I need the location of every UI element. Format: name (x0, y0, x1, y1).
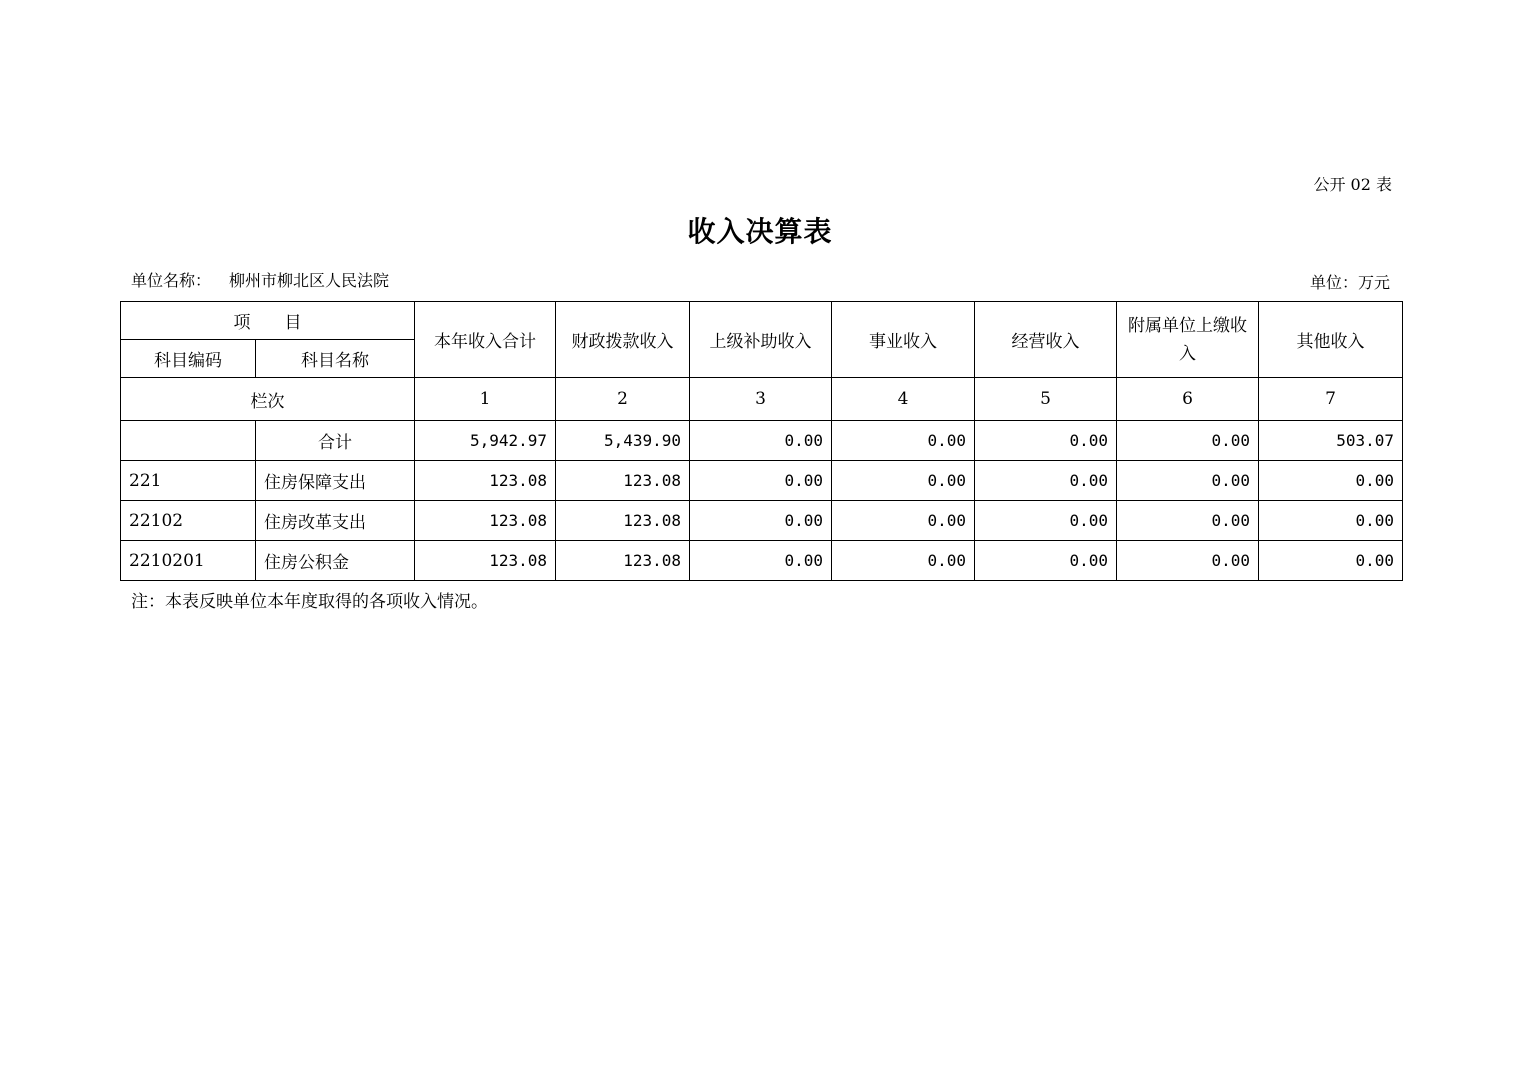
index-cell: 4 (832, 378, 975, 421)
row-value: 0.00 (1259, 541, 1403, 581)
row-value: 0.00 (832, 501, 975, 541)
row-value: 503.07 (1259, 421, 1403, 461)
unit-name-label: 单位名称： (131, 271, 212, 290)
row-value: 0.00 (832, 461, 975, 501)
header-col-2: 财政拨款收入 (556, 302, 690, 378)
row-value: 0.00 (975, 461, 1117, 501)
header-col-1: 本年收入合计 (415, 302, 556, 378)
row-value: 0.00 (1117, 541, 1259, 581)
header-col-5: 经营收入 (975, 302, 1117, 378)
row-value: 0.00 (690, 541, 832, 581)
header-col-4: 事业收入 (832, 302, 975, 378)
currency-unit: 单位：万元 (1309, 273, 1390, 292)
form-number: 公开 02 表 (1313, 175, 1392, 194)
row-value: 123.08 (556, 501, 690, 541)
row-value: 0.00 (690, 501, 832, 541)
index-cell: 2 (556, 378, 690, 421)
row-code: 221 (121, 461, 256, 501)
row-value: 123.08 (415, 541, 556, 581)
row-value: 0.00 (975, 421, 1117, 461)
unit-name-line (131, 268, 389, 291)
row-value: 0.00 (832, 541, 975, 581)
index-cell: 5 (975, 378, 1117, 421)
header-row-1 (121, 302, 1403, 340)
row-name: 住房公积金 (256, 541, 415, 581)
index-cell: 1 (415, 378, 556, 421)
table-row-total (121, 421, 1403, 461)
row-code: 2210201 (121, 541, 256, 581)
table-row (121, 501, 1403, 541)
header-col-6: 附属单位上缴收入 (1117, 302, 1259, 378)
income-table (120, 301, 1403, 581)
row-value: 0.00 (1259, 461, 1403, 501)
row-value: 123.08 (415, 501, 556, 541)
row-value: 123.08 (556, 461, 690, 501)
row-code: 22102 (121, 501, 256, 541)
index-cell: 7 (1259, 378, 1403, 421)
index-cell: 3 (690, 378, 832, 421)
row-value: 0.00 (1117, 461, 1259, 501)
table-row (121, 541, 1403, 581)
header-col-7: 其他收入 (1259, 302, 1403, 378)
unit-name-value: 柳州市柳北区人民法院 (229, 271, 390, 290)
header-code: 科目编码 (121, 340, 256, 378)
row-value: 123.08 (415, 461, 556, 501)
row-name: 合计 (256, 421, 415, 461)
row-value: 5,942.97 (415, 421, 556, 461)
index-row (121, 378, 1403, 421)
row-name: 住房保障支出 (256, 461, 415, 501)
row-name: 住房改革支出 (256, 501, 415, 541)
page-title: 收入决算表 (687, 215, 833, 248)
table-row (121, 461, 1403, 501)
row-value: 0.00 (1117, 421, 1259, 461)
index-cell: 6 (1117, 378, 1259, 421)
row-value: 0.00 (1259, 501, 1403, 541)
row-value: 0.00 (690, 421, 832, 461)
header-col-3: 上级补助收入 (690, 302, 832, 378)
table-note: 注：本表反映单位本年度取得的各项收入情况。 (131, 592, 488, 612)
header-name: 科目名称 (256, 340, 415, 378)
row-value: 123.08 (556, 541, 690, 581)
header-item: 项 目 (121, 302, 415, 340)
row-value: 0.00 (832, 421, 975, 461)
row-value: 0.00 (1117, 501, 1259, 541)
row-value: 0.00 (975, 541, 1117, 581)
row-value: 5,439.90 (556, 421, 690, 461)
row-code (121, 421, 256, 461)
index-row-label: 栏次 (121, 378, 415, 421)
row-value: 0.00 (975, 501, 1117, 541)
row-value: 0.00 (690, 461, 832, 501)
